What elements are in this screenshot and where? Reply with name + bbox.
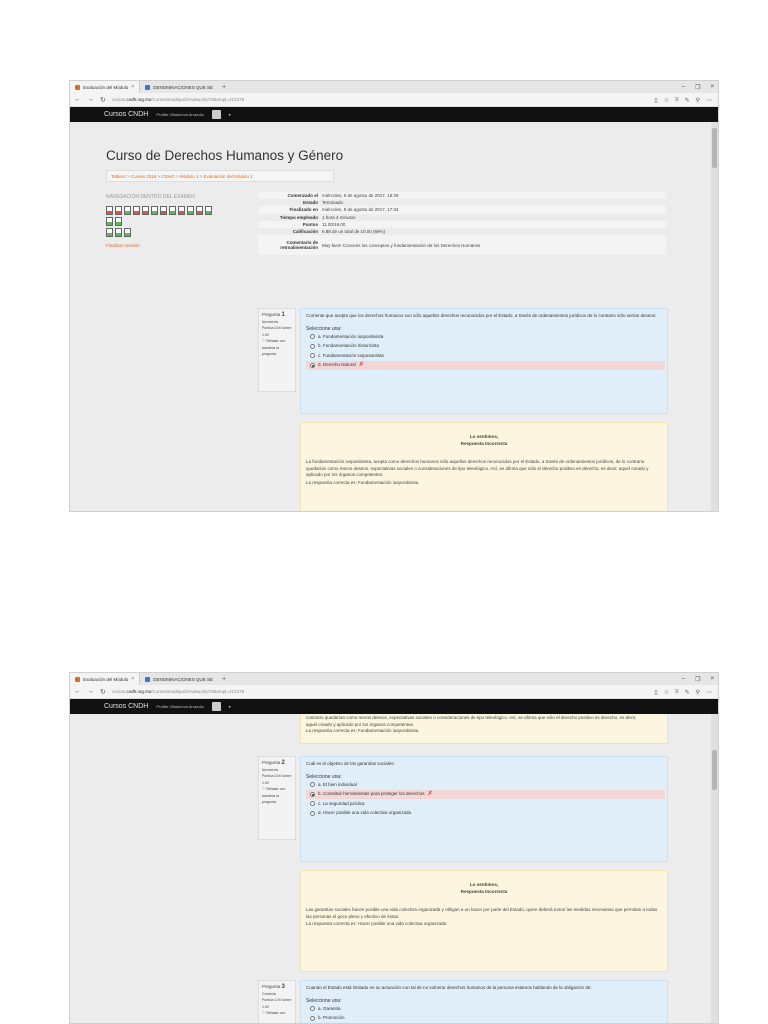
answer-option[interactable] [306,790,665,800]
refresh-icon[interactable]: ↻ [100,688,106,696]
answer-options [306,1004,662,1023]
breadcrumb[interactable]: Tablero > Cursos 2016 > CDHG > Módulo 1 > Evaluación del Módulo 1 [106,170,334,182]
quiz-nav-row-2 [106,217,226,226]
address-bar [70,685,718,699]
quiz-nav-button-14[interactable] [115,217,122,226]
radio-button[interactable] [310,1006,315,1011]
favorite-icon[interactable]: ☆ [663,689,670,696]
quiz-nav-button-10[interactable] [187,206,194,215]
quiz-nav-button-1[interactable] [106,206,113,215]
question-text: Cuando el Estado está limitado en su actuación con tal de no vulnerar derechos humanos de la persona estamos hablando de la obligación de: [306,985,592,990]
user-avatar[interactable] [212,110,221,119]
hub-icon[interactable]: ≡ [675,97,679,103]
select-prompt: Seleccione una: [306,773,342,780]
window-controls [682,81,714,93]
answer-option-label: b. Promoción [318,1015,345,1020]
page-title: Curso de Derechos Humanos y Género [106,148,344,163]
answer-option[interactable] [306,1014,662,1024]
note-icon[interactable]: ✎ [684,97,690,104]
feedback-text-line: aquel creado y aplicado por los órganos competentes. [306,721,415,727]
hub-icon[interactable]: ≡ [675,689,679,695]
summary-value: miércoles, 9 de agosto de 2017, 17:34 [320,206,666,213]
quiz-nav-button-13[interactable] [106,217,113,226]
reading-view-icon[interactable]: ▯ [654,97,658,104]
flag-question-link[interactable]: ⚐ Señalar con bandera la pregunta [262,787,286,804]
answer-option-label: a. Garantía [318,1005,341,1011]
refresh-icon[interactable]: ↻ [100,96,106,104]
summary-label: Finalizado en [258,206,320,213]
share-icon[interactable]: ⚲ [695,97,700,104]
answer-option[interactable] [306,361,665,371]
radio-button[interactable] [310,353,315,358]
select-prompt: Seleccione una: [306,997,342,1004]
answer-option[interactable] [306,780,662,790]
answer-option[interactable] [306,351,662,361]
favorite-icon[interactable]: ☆ [663,97,670,104]
answer-option-label: d. Hacer posible una vida colectiva organizada [318,810,412,815]
right-answer: La respuesta correcta es: Hacer posible una vida colectiva organizada [306,921,447,926]
question-1-feedback-tail [300,714,668,744]
address-actions [654,685,712,699]
radio-button[interactable] [310,811,315,816]
radio-button[interactable] [310,801,315,806]
forward-icon[interactable]: → [87,96,94,103]
tab-denominaciones[interactable] [140,81,218,93]
answer-option-label: b. Constituir herramientas para proteger los derechos [318,791,425,796]
close-tab-icon[interactable]: × [131,676,135,682]
summary-row [258,192,666,199]
right-answer: La respuesta correcta es: Fundamentación iuspositivista [306,728,419,733]
quiz-nav-button-3[interactable] [124,206,131,215]
flag-question-link[interactable]: ⚐ Señalar con [262,1011,286,1015]
question-text: Corriente que acepta que los derechos humanos son sólo aquellos derechos reconocidos por el Estado, a través de ordenamientos jurídicos de lo contrario sólo serían deseos: [306,313,657,318]
quiz-nav-heading: NAVEGACIÓN DENTRO DEL EXAMEN [106,194,195,200]
quiz-nav-button-6[interactable] [151,206,158,215]
tab-label: DENOMINACIONES QUE SE [153,84,213,90]
radio-button[interactable] [310,344,315,349]
quiz-nav-button-17[interactable] [124,228,131,237]
site-brand[interactable]: Cursos CNDH [104,111,149,118]
question-2-body [300,756,668,862]
summary-table [258,192,666,255]
answer-option[interactable] [306,1004,662,1014]
summary-row [258,235,666,255]
scrollbar-thumb[interactable] [712,750,717,790]
summary-label: Comentario de retroalimentación [258,235,320,255]
tab-evaluacion[interactable] [70,81,140,93]
answer-option[interactable] [306,332,662,342]
site-brand[interactable]: Cursos CNDH [104,703,149,710]
new-tab-icon[interactable]: + [221,675,227,683]
minimize-icon[interactable]: – [681,676,686,682]
quiz-nav-button-11[interactable] [196,206,203,215]
quiz-nav-button-9[interactable] [178,206,185,215]
summary-value: Terminado [320,199,666,206]
summary-value: miércoles, 9 de agosto de 2017, 16:29 [320,192,666,199]
summary-row [258,214,666,221]
forward-icon[interactable]: → [87,688,94,695]
quiz-nav-button-16[interactable] [115,228,122,237]
question-info-3 [258,980,296,1024]
quiz-nav-row-1 [106,206,226,215]
answer-option-label: a. El bien individual [318,781,357,787]
browser-window-top [69,80,719,512]
quiz-nav-button-7[interactable] [160,206,167,215]
radio-button[interactable] [310,334,315,339]
summary-value: 11.00/16.00 [320,221,666,228]
quiz-nav-button-12[interactable] [205,206,212,215]
question-state: Incorrecta [262,767,278,772]
window-controls [682,673,714,685]
quiz-nav-row-3 [106,228,226,237]
close-icon[interactable]: × [710,84,714,90]
feedback-text-line: contrario quedarían como meros deseos, expectativas sociales o consideraciones de tipo teleológico. Así, se afirma que sólo el derecho positivo es derecho, es decir, [306,715,637,720]
incorrect-mark-icon: ✗ [358,362,364,368]
tab-bar [70,673,718,685]
summary-label: Tiempo empleado [258,214,320,221]
minimize-icon[interactable]: – [681,84,686,90]
feedback-heading: Lo sentimos, Respuesta Incorrecta [460,434,508,446]
question-grade: Puntúa 0.00 sobre 1.00 [262,774,292,785]
user-name[interactable]: Profilis Villanueva Arrazola [156,112,204,117]
site-navbar [70,699,718,714]
more-icon[interactable]: ⋯ [706,97,712,104]
select-prompt: Seleccione una: [306,325,342,332]
chevron-down-icon[interactable]: ▾ [228,112,231,117]
radio-button[interactable] [310,782,315,787]
close-icon[interactable]: × [710,676,714,682]
answer-options [306,780,662,818]
question-3-body [300,980,668,1024]
radio-button[interactable] [310,363,315,368]
summary-value: 6.88 de un total de 10.00 (69%) [320,228,666,235]
share-icon[interactable]: ⚲ [695,689,700,696]
question-state: Incorrecta [262,319,278,324]
feedback-text: La fundamentación iuspositivista, acepta como derechos humanos sólo aquellos derechos reconocidos por el Estado, a través de ordenamientos jurídicos, de lo contrario quedarían como meros deseos, expectativas sociales o consideraciones de tipo teleológico. Así, se afirma que sólo el derecho positivo es derecho, es decir, aquel creado y aplicado por los órganos competentes. [306,459,649,477]
tab-label: DENOMINACIONES QUE SE [153,676,213,682]
question-text: Cuál es el objetivo de las garantías sociales: [306,761,395,766]
more-icon[interactable]: ⋯ [706,689,712,696]
question-number: Pregunta 1 [262,312,285,318]
tab-evaluacion[interactable] [70,673,140,685]
finish-review-link[interactable]: Finalizar revisión [106,243,140,248]
question-info-1 [258,308,296,392]
quiz-nav-button-8[interactable] [169,206,176,215]
reading-view-icon[interactable]: ▯ [654,689,658,696]
answer-option-label: d. Derecho Natural [318,362,356,367]
question-grade: Puntúa 1.00 sobre 1.00 [262,998,292,1009]
incorrect-mark-icon: ✗ [427,791,433,797]
answer-options [306,332,662,370]
back-icon[interactable]: ← [74,96,81,103]
quiz-nav-button-15[interactable] [106,228,113,237]
tab-label: Evaluación del Módulo [83,84,129,90]
address-bar [70,93,718,107]
answer-option-label: c. Fundamentación iusposantista [318,352,384,358]
summary-row [258,206,666,213]
close-tab-icon[interactable]: × [131,84,135,90]
quiz-nav-button-5[interactable] [142,206,149,215]
summary-row [258,199,666,206]
question-number: Pregunta 3 [262,984,285,990]
question-info-2 [258,756,296,840]
summary-label: Comenzado el [258,192,320,199]
moodle-favicon-icon [75,677,80,682]
feedback-heading: Lo sentimos, Respuesta Incorrecta [460,882,508,894]
answer-option-label: a. Fundamentación iuspositivista [318,333,384,339]
tab-denominaciones[interactable] [140,673,218,685]
moodle-favicon-icon [75,85,80,90]
url-field[interactable]: cursos.cndh.org.mx/Cursos/mod/quiz/review.php?attempt=421378 [111,97,245,102]
scrollbar-thumb[interactable] [712,128,717,168]
page-scrollbar[interactable] [711,714,718,1023]
answer-option-label: c. La seguridad jurídica [318,800,365,806]
restore-icon[interactable]: ❐ [695,84,701,91]
quiz-nav-button-2[interactable] [115,206,122,215]
summary-value: Muy bien! Conoces los conceptos y fundamentación de los Derechos Humanos [320,235,666,255]
question-grade: Puntúa 0.00 sobre 1.00 [262,326,292,337]
answer-option-label: b. Fundamentación historicista [318,343,380,348]
right-answer: La respuesta correcta es: Fundamentación iuspositivista [306,479,419,485]
back-icon[interactable]: ← [74,688,81,695]
answer-option[interactable] [306,809,662,819]
user-avatar[interactable] [212,702,221,711]
flag-question-link[interactable]: ⚐ Señalar con bandera la pregunta [262,339,286,356]
page-scrollbar[interactable] [711,122,718,511]
question-2-feedback [300,870,668,972]
attempt-summary [258,192,666,255]
summary-row [258,221,666,228]
question-state: Correcta [262,991,276,996]
quiz-nav-button-4[interactable] [133,206,140,215]
restore-icon[interactable]: ❐ [695,676,701,683]
summary-label: Estado [258,199,320,206]
summary-label: Calificación [258,228,320,235]
url-field[interactable]: cursos.cndh.org.mx/Cursos/mod/quiz/review.php?attempt=421378 [111,689,245,694]
note-icon[interactable]: ✎ [684,689,690,696]
quiz-navigation-block [106,194,246,248]
page-favicon-icon [145,85,150,90]
address-actions [654,93,712,107]
answer-option[interactable] [306,799,662,809]
feedback-text: Las garantías sociales hacen posible una vida colectiva organizada y obligan a un hacer por parte del Estado, quien deberá tomar las medidas necesarias que permitan a todas las personas el goce pleno y efectivo de éstas. [306,907,658,919]
tab-label: Evaluación del Módulo [83,676,129,682]
summary-value: 1 hora 4 minutos [320,214,666,221]
summary-label: Puntos [258,221,320,228]
summary-row [258,228,666,235]
tab-bar [70,81,718,93]
site-navbar [70,107,718,122]
chevron-down-icon[interactable]: ▾ [228,704,231,709]
question-1-feedback [300,422,668,512]
new-tab-icon[interactable]: + [221,83,227,91]
question-1-body [300,308,668,414]
radio-button[interactable] [310,1016,315,1021]
radio-button[interactable] [310,792,315,797]
browser-window-bottom [69,672,719,1024]
question-number: Pregunta 2 [262,760,285,766]
user-name[interactable]: Profilis Villanueva Arrazola [156,704,204,709]
answer-option[interactable] [306,342,662,352]
page-favicon-icon [145,677,150,682]
